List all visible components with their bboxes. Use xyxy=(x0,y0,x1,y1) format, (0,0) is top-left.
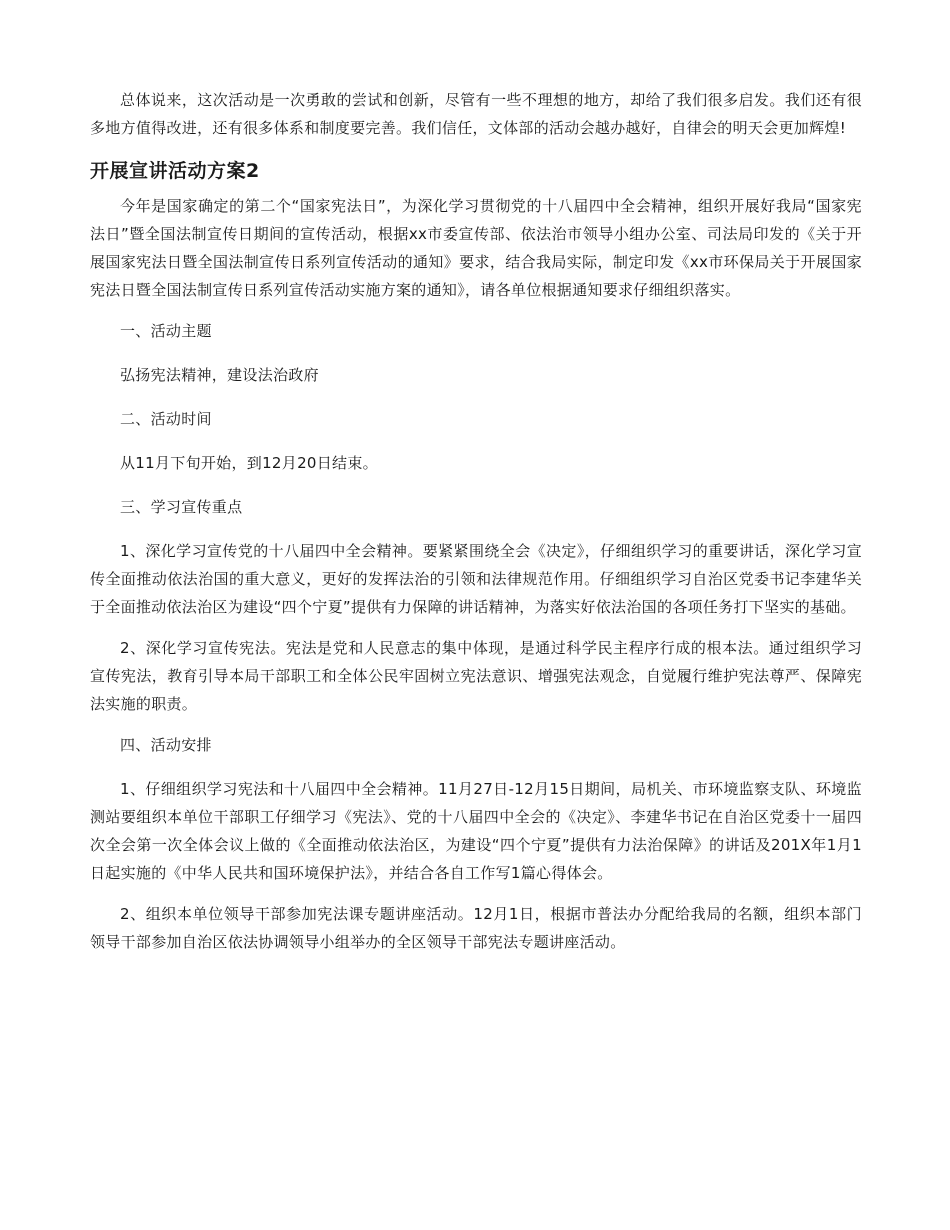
intro-paragraph: 总体说来，这次活动是一次勇敢的尝试和创新，尽管有一些不理想的地方，却给了我们很多启发。我们还有很多地方值得改进，还有很多体系和制度要完善。我们信任，文体部的活动会越办越好，自律会的明天会更加辉煌! xyxy=(90,91,862,137)
arrange-item-2: 2、组织本单位领导干部参加宪法课专题讲座活动。12月1日，根据市普法办分配给我局的名额，组织本部门领导干部参加自治区依法协调领导小组举办的全区领导干部宪法专题讲座活动。 xyxy=(90,905,862,951)
time-text: 从11月下旬开始，到12月20日结束。 xyxy=(120,454,378,472)
focus-title: 三、学习宣传重点 xyxy=(120,498,243,516)
opening-paragraph: 今年是国家确定的第二个“国家宪法日”，为深化学习贯彻党的十八届四中全会精神，组织开展好我局“国家宪法日”暨全国法制宣传日期间的宣传活动，根据xx市委宣传部、依法治市领导小组办公室、司法局印发的《关于开展国家宪法日暨全国法制宣传日系列宣传活动的通知》要求，结合我局实际，制定印发《xx市环保局关于开展国家宪法日暨全国法制宣传日系列宣传活动实施方案的通知》，请各单位根据通知要求仔细组织落实。 xyxy=(90,197,862,299)
theme-title: 一、活动主题 xyxy=(120,322,212,340)
section-heading: 开展宣讲活动方案2 xyxy=(90,160,260,182)
focus-item-1: 1、深化学习宣传党的十八届四中全会精神。要紧紧围绕全会《决定》，仔细组织学习的重要讲话，深化学习宣传全面推动依法治国的重大意义，更好的发挥法治的引领和法律规范作用。仔细组织学习自治区党委书记李建华关于全面推动依法治区为建设“四个宁夏”提供有力保障的讲话精神，为落实好依法治国的各项任务打下坚实的基础。 xyxy=(90,542,862,616)
time-title: 二、活动时间 xyxy=(120,410,212,428)
arrange-title: 四、活动安排 xyxy=(120,736,212,754)
arrange-item-1: 1、仔细组织学习宪法和十八届四中全会精神。11月27日-12月15日期间，局机关、市环境监察支队、环境监测站要组织本单位干部职工仔细学习《宪法》、党的十八届四中全会的《决定》、李建华书记在自治区党委十一届四次全会第一次全体会议上做的《全面推动依法治区，为建设“四个宁夏”提供有力法治保障》的讲话及201X年1月1日起实施的《中华人民共和国环境保护法》，并结合各自工作写1篇心得体会。 xyxy=(90,780,862,882)
focus-item-2: 2、深化学习宣传宪法。宪法是党和人民意志的集中体现，是通过科学民主程序行成的根本法。通过组织学习宣传宪法，教育引导本局干部职工和全体公民牢固树立宪法意识、增强宪法观念，自觉履行维护宪法尊严、保障宪法实施的职责。 xyxy=(90,639,862,713)
theme-text: 弘扬宪法精神，建设法治政府 xyxy=(120,366,319,384)
document-body xyxy=(90,86,862,969)
